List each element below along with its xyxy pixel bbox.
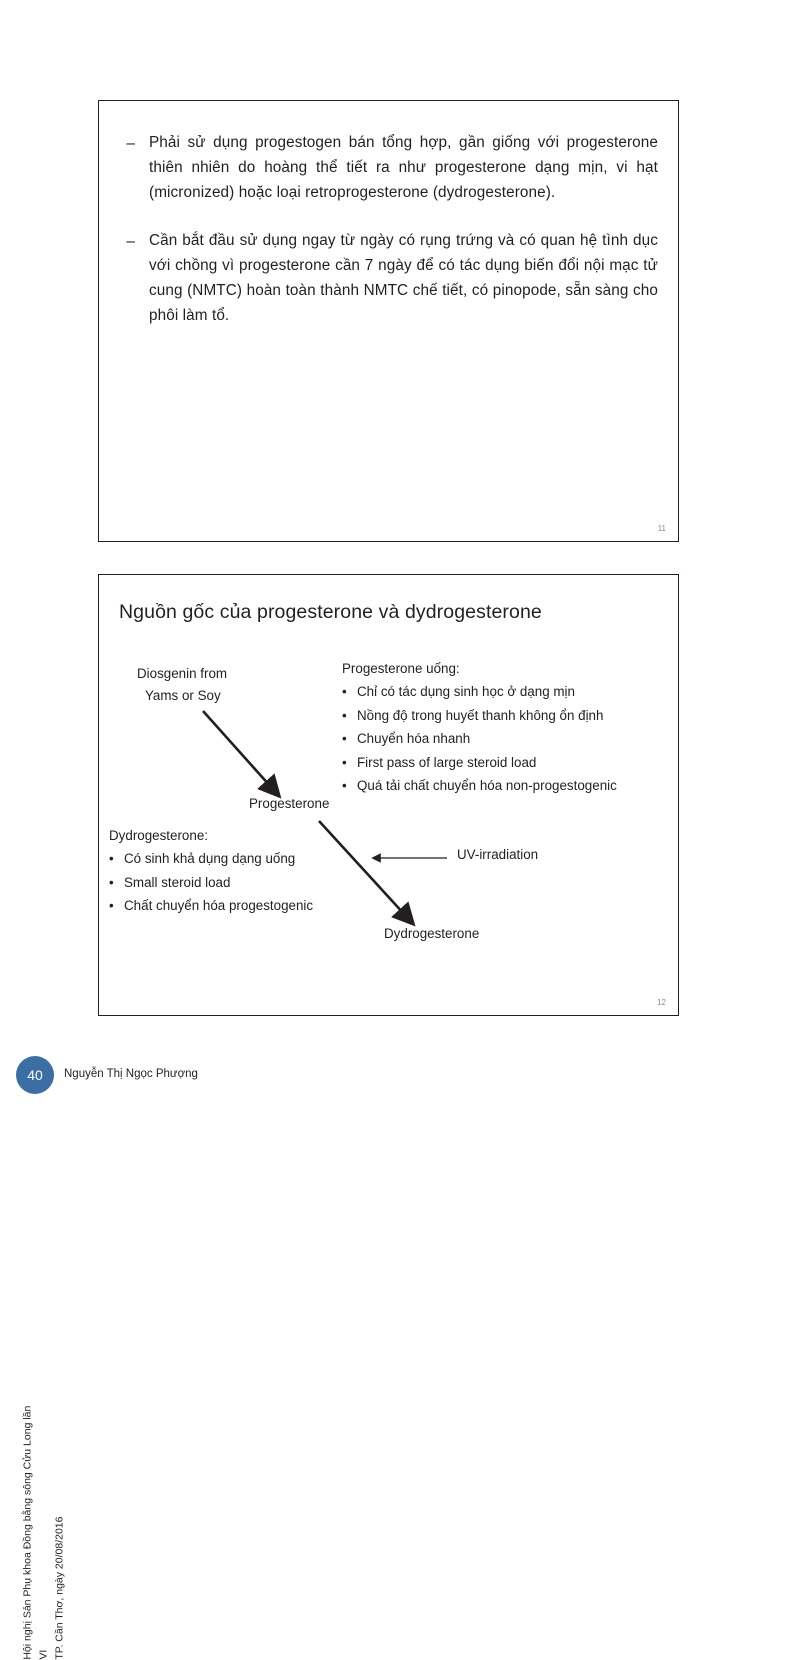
slide-number: 12 <box>657 998 666 1007</box>
bullet-text: Phải sử dụng progestogen bán tổng hợp, gần giống với progesterone thiên nhiên do hoàng thể tiết ra như progesterone dạng mịn, vi hạt (micronized) hoặc loại retroprogesterone (dydrogesterone). <box>149 134 658 201</box>
bullet-dot-icon: • <box>342 707 347 723</box>
list-item <box>342 729 672 749</box>
bullet-dot-icon: • <box>109 898 114 914</box>
list-item <box>342 753 672 773</box>
list-item-label: Nồng độ trong huyết thanh không ổn định <box>357 707 604 723</box>
list-item-label: Có sinh khả dụng dạng uống <box>124 851 296 866</box>
conference-place-date: TP. Cần Thơ, ngày 20/08/2016 <box>52 1516 65 1660</box>
label-diosgenin-source <box>137 663 227 706</box>
list-item <box>113 131 664 205</box>
page-number-badge: 40 <box>16 1056 54 1094</box>
arrow-diosgenin-to-progesterone <box>203 711 271 787</box>
oral-progesterone-block <box>342 661 672 800</box>
list-item <box>342 776 672 796</box>
slide-number: 11 <box>657 524 666 533</box>
list-item-label: Chuyển hóa nhanh <box>357 731 471 747</box>
dash-marker: – <box>126 233 135 251</box>
bullet-dot-icon: • <box>109 851 114 866</box>
conference-sidebar-text <box>20 1400 67 1660</box>
list-item-label: First pass of large steroid load <box>357 754 537 770</box>
bullet-dot-icon: • <box>342 778 347 794</box>
bullet-dot-icon: • <box>342 731 347 747</box>
bullet-text: Cần bắt đầu sử dụng ngay từ ngày có rụng trứng và có quan hệ tình dục với chồng vì progesterone cần 7 ngày để có tác dụng biến đổi nội mạc tử cung (NMTC) hoàn toàn thành NMTC chế tiết, có pinopode, sẵn sàng cho phôi làm tổ. <box>149 232 658 324</box>
slide-2 <box>98 574 679 1016</box>
bullet-dot-icon: • <box>342 754 347 770</box>
dash-marker: – <box>126 135 135 152</box>
list-item <box>342 706 672 726</box>
conference-title: Hội nghị Sản Phụ khoa Đồng bằng sông Cửu Long lần VI <box>21 1405 50 1660</box>
dydrogesterone-block <box>109 828 354 920</box>
list-item-label: Small steroid load <box>124 874 231 890</box>
list-item <box>109 896 354 916</box>
list-item <box>342 682 672 702</box>
oral-progesterone-heading: Progesterone uống: <box>342 661 460 676</box>
dydrogesterone-heading: Dydrogesterone: <box>109 828 208 843</box>
list-item-label: Chất chuyển hóa progestogenic <box>124 898 314 914</box>
label-diosgenin-line1: Diosgenin from <box>137 666 228 681</box>
page-title: Nguồn gốc của progesterone và dydrogesterone <box>119 601 542 623</box>
list-item <box>109 873 354 893</box>
list-item-label: Chỉ có tác dụng sinh học ở dạng mịn <box>357 684 575 699</box>
slide-1 <box>98 100 679 542</box>
bullet-dot-icon: • <box>342 684 347 699</box>
label-uv-irradiation: UV-irradiation <box>457 847 539 862</box>
label-diosgenin-line2: Yams or Soy <box>145 687 221 703</box>
bullet-dot-icon: • <box>109 874 114 890</box>
slide-1-bullet-list <box>113 131 664 352</box>
label-dydrogesterone-node: Dydrogesterone <box>384 926 480 941</box>
author-name: Nguyễn Thị Ngọc Phượng <box>64 1068 198 1080</box>
label-progesterone-node: Progesterone <box>249 796 330 811</box>
list-item <box>113 229 664 328</box>
list-item <box>109 849 354 869</box>
list-item-label: Quá tải chất chuyển hóa non-progestogenic <box>357 778 617 794</box>
